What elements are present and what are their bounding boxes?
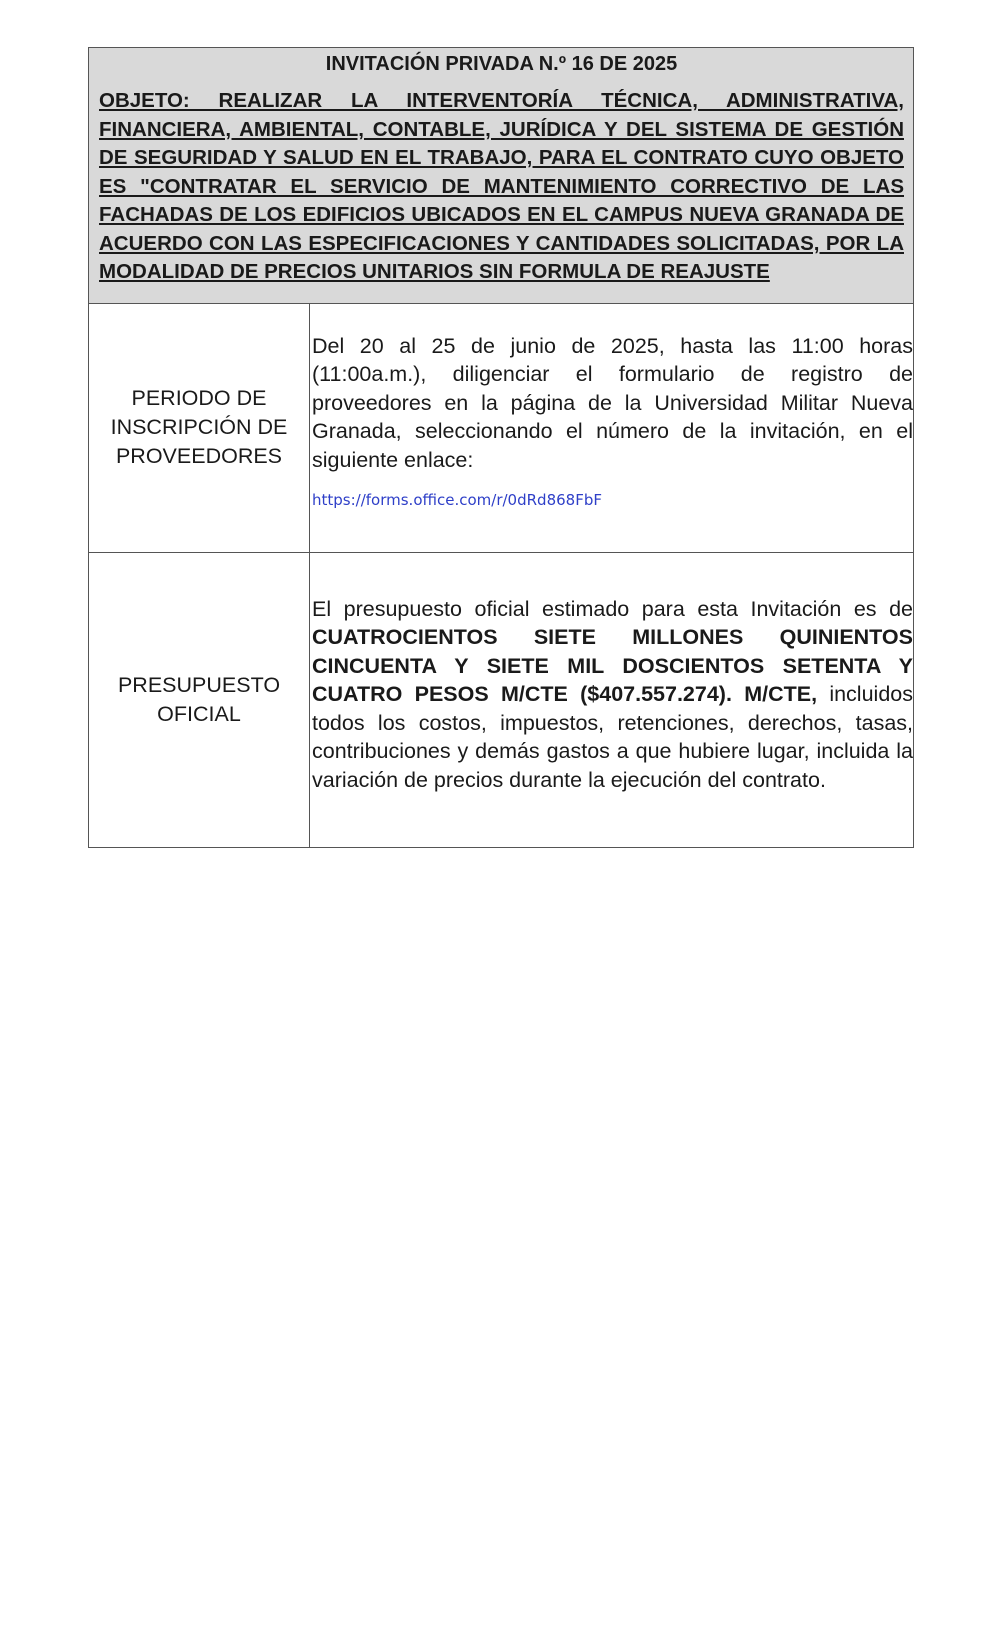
table-row (89, 552, 913, 847)
table-row (89, 304, 913, 552)
label-periodo-inscripcion (89, 304, 310, 552)
label-presupuesto-oficial (89, 553, 310, 847)
label-line: PRESUPUESTO (117, 672, 281, 697)
presupuesto-intro: El presupuesto oficial estimado para esta Invitación es de (312, 596, 913, 621)
presupuesto-amount: CUATROCIENTOS SIETE MILLONES QUINIENTOS CINCUENTA Y SIETE MIL DOSCIENTOS SETENTA Y CUATRO PESOS M/CTE ($407.557.274). M/CTE, (312, 625, 913, 706)
registration-form-link[interactable]: https://forms.office.com/r/0dRd868FbF (312, 491, 602, 509)
table-header (89, 48, 913, 304)
presupuesto-rest: incluidos todos los costos, impuestos, retenciones, derechos, tasas, contribuciones y demás gastos a que hubiere lugar, incluida la variación de precios durante la ejecución del contrato. (312, 682, 913, 792)
presupuesto-text (312, 595, 913, 795)
label-line: OFICIAL (157, 701, 241, 726)
label-line: PROVEEDORES (115, 444, 283, 468)
periodo-text: Del 20 al 25 de junio de 2025, hasta las 11:00 horas (11:00a.m.), diligenciar el formulario de registro de proveedores en la página de la Universidad Militar Nueva Granada, seleccionando el número de la invitación, en el siguiente enlace: (312, 333, 913, 472)
label-line: INSCRIPCIÓN DE (110, 415, 288, 439)
label-line: PERIODO DE (131, 386, 267, 410)
value-periodo-inscripcion (310, 304, 913, 552)
objeto-text: OBJETO: REALIZAR LA INTERVENTORÍA TÉCNICA, ADMINISTRATIVA, FINANCIERA, AMBIENTAL, CONTABLE, JURÍDICA Y DEL SISTEMA DE GESTIÓN DE SEGURIDAD Y SALUD EN EL TRABAJO, PARA EL CONTRATO CUYO OBJETO ES "CONTRATAR EL SERVICIO DE MANTENIMIENTO CORRECTIVO DE LAS FACHADAS DE LOS EDIFICIOS UBICADOS EN EL CAMPUS NUEVA GRANADA DE ACUERDO CON LAS ESPECIFICACIONES Y CANTIDADES SOLICITADAS, POR LA MODALIDAD DE PRECIOS UNITARIOS SIN FORMULA DE REAJUSTE (99, 89, 904, 283)
invitation-table (88, 47, 914, 848)
value-presupuesto-oficial (310, 553, 913, 847)
invitation-title: INVITACIÓN PRIVADA N.º 16 DE 2025 (325, 53, 678, 75)
